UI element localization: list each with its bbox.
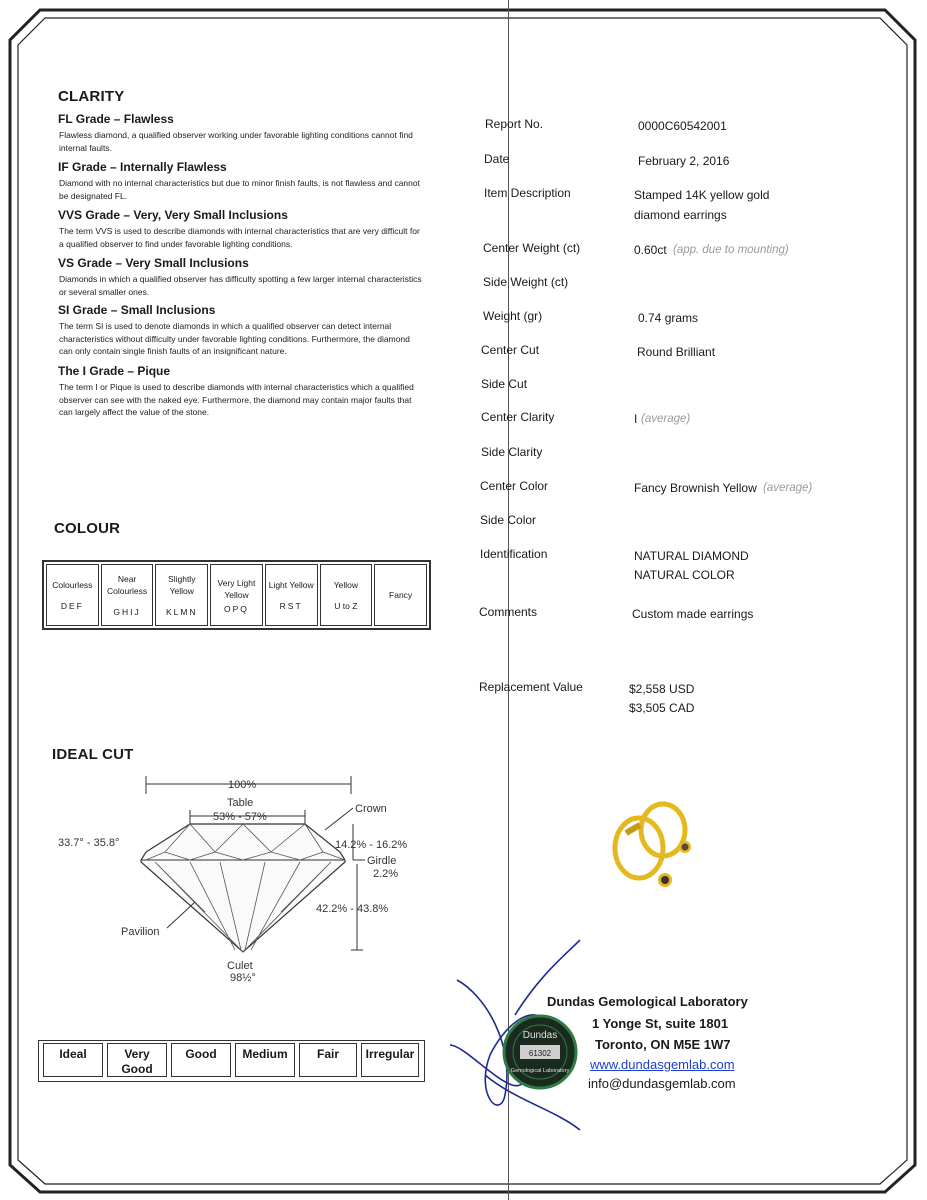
pavilion-label: Pavilion: [121, 926, 160, 938]
cut-grade-box: Irregular: [361, 1043, 419, 1077]
colour-cell: [374, 564, 427, 626]
field-value: Round Brilliant: [637, 345, 716, 359]
field-value: NATURAL DIAMOND: [634, 549, 749, 563]
clarity-grade-si: [55, 303, 425, 358]
colour-cell: [320, 564, 373, 626]
colour-cell: [210, 564, 263, 626]
lab-email: info@dundasgemlab.com: [588, 1076, 736, 1091]
field-label: Center Color: [480, 479, 549, 493]
grade-description: Flawless diamond, a qualified observer working under favorable lighting conditions cannot find internal faults.: [59, 130, 413, 153]
lab-website-link[interactable]: www.dundasgemlab.com: [590, 1057, 735, 1072]
colour-label: Very Light Yellow: [217, 577, 256, 600]
grade-description: Diamond with no internal characteristics but due to minor finish faults, is not flawless and cannot be designated FL.: [59, 178, 420, 201]
lab-name: Dundas Gemological Laboratory: [547, 994, 748, 1009]
field-value-line2: diamond earrings: [634, 208, 727, 222]
cut-grade-box: Ideal: [43, 1043, 103, 1077]
girdle-label: Girdle: [367, 855, 397, 867]
field-label: Date: [484, 152, 510, 166]
field-label: Side Cut: [481, 377, 528, 391]
colour-scale-table: [42, 560, 431, 630]
colour-label: Near Colourless: [106, 574, 148, 596]
cut-grade-box: Very Good: [107, 1043, 167, 1077]
girdle-pct-label: 2.2%: [373, 868, 399, 880]
grade-title: SI Grade – Small Inclusions: [58, 303, 216, 317]
field-value-line2: NATURAL COLOR: [634, 568, 735, 582]
field-label: Side Clarity: [481, 445, 543, 459]
crown-angle-label: 33.7° - 35.8°: [58, 837, 120, 849]
crown-label: Crown: [355, 803, 387, 815]
grade-title: The I Grade – Pique: [58, 364, 171, 378]
grade-description: The term VVS is used to describe diamonds with internal characteristics that are very difficult for a qualified observer to find under favorable lighting conditions.: [59, 226, 420, 249]
field-label: Center Clarity: [481, 410, 555, 424]
culet-angle-label: 98½°: [230, 972, 256, 984]
field-label: Comments: [479, 605, 538, 619]
colour-codes: OPQ: [224, 603, 249, 614]
colour-cell: [46, 564, 99, 626]
cut-grade-box: Good: [171, 1043, 231, 1077]
grade-description: The term I or Pique is used to describe diamonds with internal characteristics which a qualified observer can see with the naked eye. Furthermore, the diamond may contain major faults that can largely affect the value of the stone.: [59, 382, 414, 417]
field-label: Replacement Value: [479, 680, 583, 694]
clarity-grade-i: [55, 364, 425, 419]
grade-description: Diamonds in which a qualified observer has difficulty spotting a few larger internal characteristics or several smaller ones.: [59, 274, 422, 297]
field-value: Fancy Brownish Yellow: [634, 481, 757, 495]
clarity-grade-vs: [55, 256, 425, 298]
cut-grade-box: Fair: [299, 1043, 357, 1077]
field-note: (average): [763, 482, 813, 494]
field-value: 0000C60542001: [638, 119, 727, 133]
clarity-grade-fl: [55, 112, 425, 154]
field-value: I: [634, 412, 638, 426]
colour-cell: [155, 564, 208, 626]
colour-label: Yellow: [333, 580, 358, 590]
lab-address-line1: 1 Yonge St, suite 1801: [592, 1016, 729, 1031]
field-value: Stamped 14K yellow gold: [634, 188, 770, 202]
field-label: Weight (gr): [483, 309, 543, 323]
colour-codes: RST: [279, 601, 303, 611]
colour-heading: COLOUR: [54, 520, 121, 537]
grade-title: IF Grade – Internally Flawless: [58, 160, 227, 174]
seal-top-text: Dundas: [522, 1030, 558, 1041]
field-value-line2: $3,505 CAD: [629, 701, 695, 715]
clarity-grade-if: [55, 160, 425, 202]
field-value: $2,558 USD: [629, 682, 695, 696]
crown-height-label: 14.2% - 16.2%: [335, 839, 408, 851]
field-label: Item Description: [484, 186, 571, 200]
clarity-grade-vvs: [55, 208, 425, 250]
colour-cell: [265, 564, 318, 626]
colour-label: Light Yellow: [268, 580, 314, 590]
lab-address-line2: Toronto, ON M5E 1W7: [595, 1037, 731, 1052]
field-note: (app. due to mounting): [673, 244, 789, 256]
field-label: Side Color: [480, 513, 537, 527]
colour-codes: KLMN: [165, 607, 198, 617]
colour-codes: U to Z: [334, 601, 358, 611]
grade-title: VVS Grade – Very, Very Small Inclusions: [58, 208, 288, 222]
field-value: 0.60ct: [634, 243, 667, 257]
cut-grade-scale: [38, 1040, 425, 1082]
diamond-cut-diagram: [55, 772, 435, 992]
seal-bottom-text: Gemological Laboratory: [510, 1068, 570, 1074]
field-label: Side Weight (ct): [483, 275, 569, 289]
grade-description: The term SI is used to denote diamonds in which a qualified observer can detect internal characteristics without difficulty under favorable lighting conditions. Furthermore, the diamond can only contain single finish faults of an insignificant nature.: [59, 321, 410, 356]
grade-title: FL Grade – Flawless: [58, 112, 174, 126]
field-value: 0.74 grams: [638, 311, 699, 325]
seal-number: 61302: [528, 1049, 552, 1058]
cut-grade-box: Medium: [235, 1043, 295, 1077]
table-range-label: 53% - 57%: [213, 811, 267, 823]
culet-label: Culet: [227, 960, 253, 972]
colour-cell: [101, 564, 154, 626]
grade-title: VS Grade – Very Small Inclusions: [58, 256, 249, 270]
colour-codes: DEF: [60, 601, 84, 611]
total-width-label: 100%: [228, 779, 257, 791]
colour-label: Fancy: [389, 590, 413, 600]
earrings-photo: [595, 790, 705, 900]
field-label: Center Cut: [481, 343, 540, 357]
ideal-cut-heading: IDEAL CUT: [52, 746, 134, 763]
clarity-heading: CLARITY: [58, 88, 125, 105]
pavilion-depth-label: 42.2% - 43.8%: [316, 903, 389, 915]
field-value: February 2, 2016: [638, 154, 730, 168]
field-label: Identification: [480, 547, 548, 561]
field-note: (average): [641, 413, 691, 425]
table-label: Table: [227, 797, 254, 809]
lab-seal: [500, 1012, 580, 1092]
colour-label: Colourless: [52, 580, 93, 590]
field-label: Report No.: [485, 117, 544, 131]
field-value: Custom made earrings: [632, 607, 754, 621]
colour-codes: GHIJ: [113, 607, 141, 617]
colour-label: Slightly Yellow: [168, 574, 196, 596]
field-label: Center Weight (ct): [483, 241, 581, 255]
